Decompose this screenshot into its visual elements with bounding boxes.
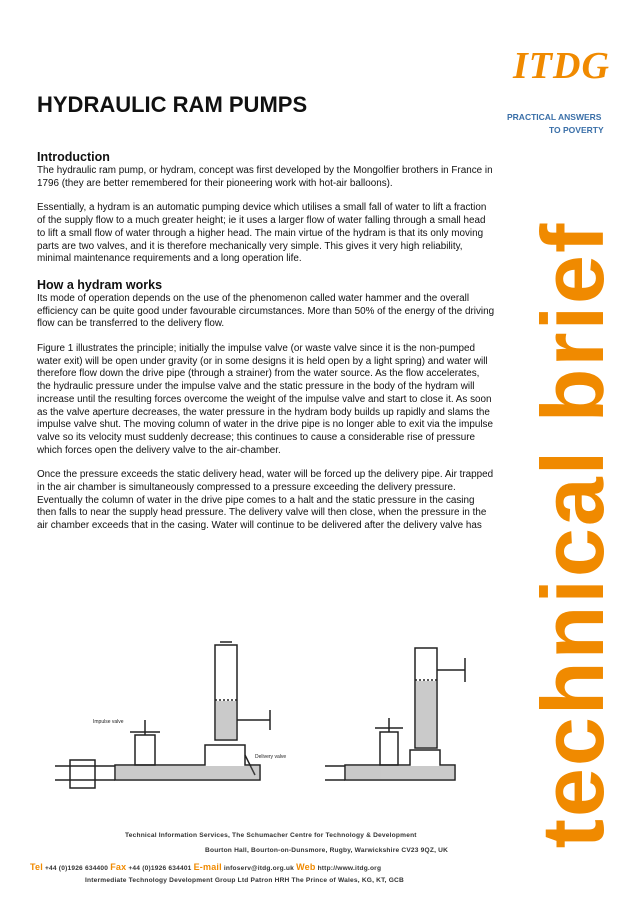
- paragraph: The hydraulic ram pump, or hydram, concept was first developed by the Mongolfier brothers in France in 1796 (they are better remembered for their pioneering work with hot-air balloons).: [37, 165, 493, 189]
- fax-value: +44 (0)1926 634401: [128, 865, 192, 872]
- label-impulse-valve: Impulse valve: [93, 719, 124, 725]
- paragraph: Figure 1 illustrates the principle; initially the impulse valve (or waste valve since it is the non-pumped water exit) will be open under gravity (or in some designs it is held open by a light spring) and water will therefore flow down the drive pipe (through a strainer) from the water source. As the flow accelerates, the hydraulic pressure under the impulse valve and the static pressure in the body of the hydram will increase until the resulting forces overcome the weight of the impulse valve and start to close it. As soon as the valve aperture decreases, the water pressure in the hydram body builds up rapidly and slams the impulse valve shut. The moving column of water in the drive pipe is no longer able to exit via the impulse valve so its velocity must suddenly decrease; this continues to cause a considerable rise of pressure which forces open the delivery valve to the air-chamber.: [37, 343, 493, 456]
- drive-pipe-joint: [70, 760, 95, 788]
- email-value[interactable]: infoserv@itdg.org.uk: [223, 865, 295, 872]
- hydram-diagram: [55, 640, 490, 810]
- footer-line-1: Technical Information Services, The Schumacher Centre for Technology & Development: [125, 832, 417, 839]
- logo-tagline-1: PRACTICAL ANSWERS: [507, 112, 602, 122]
- side-banner: [515, 170, 630, 900]
- footer-line-2: Bourton Hall, Bourton-on-Dunsmore, Rugby, Warwickshire CV23 9QZ, UK: [205, 847, 449, 854]
- page-title: HYDRAULIC RAM PUMPS: [37, 92, 308, 117]
- side-title: technical brief: [522, 221, 622, 849]
- web-label: Web: [296, 862, 316, 872]
- tel-value: +44 (0)1926 634400: [44, 865, 109, 872]
- heading-how-works: How a hydram works: [37, 277, 163, 292]
- footer-line-4: Intermediate Technology Development Group Ltd Patron HRH The Prince of Wales, KG, KT, GCB: [85, 877, 404, 884]
- heading-introduction: Introduction: [37, 150, 110, 164]
- logo-mark: ITDG: [513, 45, 610, 87]
- paragraph: Its mode of operation depends on the use of the phenomenon called water hammer and the overall efficiency can be quite good under favourable circumstances. More than 50% of the energy of the driving flow can be transferred to the delivery flow.: [37, 292, 495, 330]
- fax-label: Fax: [110, 862, 127, 872]
- footer-contact-line: [30, 862, 381, 872]
- itdg-logo: [505, 38, 635, 138]
- document-body: [37, 150, 495, 545]
- label-delivery-valve: Delivery valve: [255, 754, 287, 760]
- paragraph: Once the pressure exceeds the static delivery head, water will be forced up the delivery pipe. Air trapped in the air chamber is simultaneously compressed to a pressure exceeding the delivery pressure. Eventually the column of water in the drive pipe comes to a halt and the static pressure in the casing then falls to near the supply head pressure. The delivery valve will then close, when the pressure in the air chamber exceeds that in the casing. Water will continue to be delivered after the delivery valve has: [37, 469, 494, 532]
- tel-label: Tel: [30, 862, 43, 872]
- web-value[interactable]: http://www.itdg.org: [317, 865, 382, 872]
- paragraph: Essentially, a hydram is an automatic pumping device which utilises a small fall of water to lift a fraction of the supply flow to a much greater height; ie it uses a larger flow of water falling through a small head to lift a small flow of water through a higher head. The main virtue of the hydram is that its only moving parts are two valves, and it is therefore mechanically very simple. This gives it very high reliability, minimal maintenance requirements and a long operation life.: [37, 202, 487, 265]
- impulse-valve: [135, 735, 155, 765]
- logo-tagline-2: TO POVERTY: [549, 125, 604, 135]
- email-label: E-mail: [193, 862, 222, 872]
- impulse-valve-2: [380, 732, 398, 765]
